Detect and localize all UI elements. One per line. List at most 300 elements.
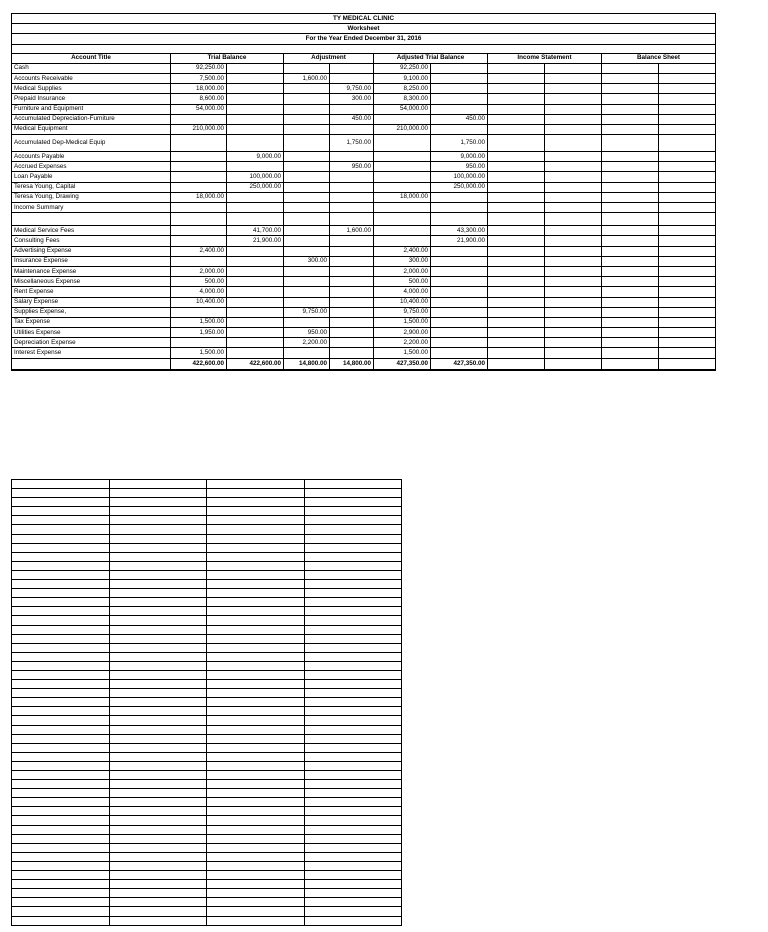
blank-grid-cell — [12, 616, 110, 625]
blank-grid-cell — [109, 752, 207, 761]
amount-cell — [431, 348, 488, 358]
blank-grid-cell — [304, 889, 402, 898]
blank-grid-cell — [109, 616, 207, 625]
account-title-cell: Interest Expense — [12, 348, 171, 358]
blank-grid-row — [12, 852, 402, 861]
amount-cell: 300.00 — [330, 94, 374, 104]
empty-cell — [488, 182, 545, 192]
amount-cell: 92,250.00 — [374, 63, 431, 73]
blank-grid-cell — [207, 761, 305, 770]
blank-grid-cell — [12, 607, 110, 616]
empty-cell — [602, 358, 659, 370]
blank-grid-row — [12, 616, 402, 625]
amount-cell — [171, 226, 227, 236]
blank-grid-row — [12, 716, 402, 725]
blank-grid-cell — [304, 480, 402, 489]
account-title-cell: Teresa Young, Capital — [12, 182, 171, 192]
amount-cell: 1,500.00 — [374, 348, 431, 358]
empty-cell — [659, 152, 716, 162]
blank-grid-cell — [12, 570, 110, 579]
empty-cell — [330, 213, 374, 226]
blank-grid-cell — [109, 670, 207, 679]
blank-grid-cell — [109, 680, 207, 689]
amount-cell — [284, 317, 330, 327]
amount-cell — [284, 287, 330, 297]
amount-cell — [431, 203, 488, 213]
amount-cell: 300.00 — [374, 256, 431, 266]
amount-cell — [431, 287, 488, 297]
amount-cell: 18,000.00 — [171, 84, 227, 94]
blank-grid-cell — [109, 743, 207, 752]
amount-cell: 54,000.00 — [171, 104, 227, 114]
blank-grid-row — [12, 534, 402, 543]
empty-cell — [545, 317, 602, 327]
blank-grid-cell — [207, 752, 305, 761]
blank-grid-cell — [207, 852, 305, 861]
amount-cell — [284, 104, 330, 114]
amount-cell: 8,600.00 — [171, 94, 227, 104]
blank-grid-cell — [12, 825, 110, 834]
blank-grid-cell — [109, 689, 207, 698]
amount-cell: 2,000.00 — [171, 266, 227, 276]
empty-cell — [545, 152, 602, 162]
amount-cell — [431, 104, 488, 114]
amount-cell — [431, 328, 488, 338]
amount-cell — [431, 307, 488, 317]
blank-grid-cell — [12, 871, 110, 880]
blank-grid-cell — [12, 680, 110, 689]
account-title-cell: Teresa Young, Drawing — [12, 192, 171, 202]
empty-cell — [545, 135, 602, 152]
amount-cell: 450.00 — [330, 114, 374, 124]
empty-cell — [488, 236, 545, 246]
empty-cell — [488, 104, 545, 114]
blank-grid-cell — [109, 816, 207, 825]
empty-cell — [602, 172, 659, 182]
amount-cell — [284, 348, 330, 358]
blank-grid-cell — [12, 598, 110, 607]
empty-cell — [602, 226, 659, 236]
amount-cell — [374, 172, 431, 182]
blank-grid-cell — [109, 825, 207, 834]
amount-cell: 950.00 — [284, 328, 330, 338]
blank-grid-cell — [304, 798, 402, 807]
empty-cell — [602, 287, 659, 297]
table-row — [12, 317, 716, 327]
amount-cell — [431, 277, 488, 287]
account-title-cell: Income Summary — [12, 203, 171, 213]
amount-cell — [284, 162, 330, 172]
empty-cell — [545, 172, 602, 182]
amount-cell — [227, 192, 284, 202]
amount-cell — [171, 135, 227, 152]
blank-grid-cell — [207, 816, 305, 825]
empty-cell — [659, 63, 716, 73]
blank-grid-cell — [304, 670, 402, 679]
table-row — [12, 182, 716, 192]
amount-cell: 92,250.00 — [171, 63, 227, 73]
blank-grid-row — [12, 861, 402, 870]
amount-cell — [431, 94, 488, 104]
amount-cell: 210,000.00 — [374, 124, 431, 134]
amount-cell — [431, 297, 488, 307]
amount-cell — [171, 162, 227, 172]
amount-cell: 2,200.00 — [284, 338, 330, 348]
empty-cell — [602, 63, 659, 73]
empty-cell — [12, 213, 171, 226]
amount-cell — [330, 266, 374, 276]
amount-cell — [227, 94, 284, 104]
amount-cell — [171, 307, 227, 317]
blank-grid-cell — [304, 861, 402, 870]
amount-cell — [227, 84, 284, 94]
amount-cell — [374, 226, 431, 236]
amount-cell — [227, 277, 284, 287]
empty-cell — [545, 277, 602, 287]
blank-grid-cell — [304, 625, 402, 634]
empty-cell — [602, 256, 659, 266]
blank-grid-cell — [207, 607, 305, 616]
empty-cell — [659, 114, 716, 124]
blank-grid-cell — [12, 852, 110, 861]
blank-grid-cell — [304, 871, 402, 880]
blank-grid-cell — [12, 743, 110, 752]
amount-cell: 1,950.00 — [171, 328, 227, 338]
empty-cell — [602, 124, 659, 134]
amount-cell — [227, 287, 284, 297]
empty-cell — [488, 213, 545, 226]
amount-cell: 1,600.00 — [284, 73, 330, 83]
empty-cell — [602, 114, 659, 124]
amount-cell — [374, 236, 431, 246]
blank-grid-cell — [109, 598, 207, 607]
empty-cell — [659, 162, 716, 172]
amount-cell: 210,000.00 — [171, 124, 227, 134]
blank-grid-cell — [207, 707, 305, 716]
empty-cell — [602, 84, 659, 94]
empty-cell — [488, 162, 545, 172]
blank-grid-cell — [12, 589, 110, 598]
blank-grid-row — [12, 789, 402, 798]
amount-cell — [171, 236, 227, 246]
amount-cell: 8,250.00 — [374, 84, 431, 94]
blank-grid-cell — [12, 689, 110, 698]
blank-grid-cell — [304, 489, 402, 498]
blank-grid-cell — [109, 480, 207, 489]
blank-grid-cell — [207, 771, 305, 780]
blank-grid-cell — [12, 889, 110, 898]
amount-cell — [330, 236, 374, 246]
amount-cell: 1,500.00 — [374, 317, 431, 327]
amount-cell: 2,400.00 — [171, 246, 227, 256]
empty-cell — [602, 317, 659, 327]
amount-cell — [330, 63, 374, 73]
empty-cell — [659, 213, 716, 226]
blank-grid-cell — [109, 761, 207, 770]
empty-cell — [602, 152, 659, 162]
amount-cell — [431, 192, 488, 202]
blank-grid-cell — [304, 898, 402, 907]
blank-grid-cell — [304, 852, 402, 861]
blank-grid-row — [12, 880, 402, 889]
amount-cell — [171, 172, 227, 182]
blank-grid-row — [12, 680, 402, 689]
blank-grid-cell — [304, 570, 402, 579]
empty-cell — [602, 328, 659, 338]
blank-grid-cell — [109, 789, 207, 798]
blank-grid-row — [12, 652, 402, 661]
account-title-cell: Rent Expense — [12, 287, 171, 297]
blank-grid-cell — [12, 798, 110, 807]
table-row — [12, 124, 716, 134]
amount-cell — [227, 114, 284, 124]
blank-grid-cell — [12, 725, 110, 734]
amount-cell — [431, 266, 488, 276]
blank-grid-cell — [304, 552, 402, 561]
blank-grid-cell — [12, 580, 110, 589]
account-title-cell: Utilities Expense — [12, 328, 171, 338]
blank-grid-cell — [109, 807, 207, 816]
empty-cell — [602, 297, 659, 307]
blank-grid-cell — [304, 507, 402, 516]
amount-cell — [284, 226, 330, 236]
amount-cell — [374, 135, 431, 152]
blank-grid-cell — [12, 507, 110, 516]
blank-grid-cell — [304, 525, 402, 534]
table-row — [12, 226, 716, 236]
empty-cell — [545, 94, 602, 104]
empty-cell — [545, 338, 602, 348]
table-row — [12, 152, 716, 162]
blank-grid-cell — [12, 861, 110, 870]
blank-grid-row — [12, 634, 402, 643]
account-title-cell: Insurance Expense — [12, 256, 171, 266]
blank-grid-cell — [304, 789, 402, 798]
amount-cell — [374, 114, 431, 124]
blank-grid-cell — [109, 871, 207, 880]
blank-grid-row — [12, 480, 402, 489]
blank-grid-cell — [12, 834, 110, 843]
blank-grid-cell — [304, 743, 402, 752]
blank-grid-cell — [12, 780, 110, 789]
blank-grid-cell — [304, 543, 402, 552]
amount-cell — [227, 297, 284, 307]
blank-grid-cell — [109, 589, 207, 598]
account-title-cell: Consulting Fees — [12, 236, 171, 246]
blank-grid-cell — [207, 543, 305, 552]
blank-grid-cell — [109, 652, 207, 661]
empty-cell — [488, 338, 545, 348]
amount-cell — [330, 287, 374, 297]
blank-grid-cell — [12, 552, 110, 561]
empty-cell — [602, 236, 659, 246]
amount-cell — [330, 124, 374, 134]
worksheet-title: Worksheet — [12, 24, 716, 34]
blank-grid-row — [12, 570, 402, 579]
blank-grid-cell — [12, 480, 110, 489]
amount-cell — [284, 266, 330, 276]
empty-cell — [659, 297, 716, 307]
table-row — [12, 358, 716, 370]
blank-grid-row — [12, 552, 402, 561]
blank-grid-row — [12, 707, 402, 716]
blank-grid-cell — [12, 907, 110, 916]
empty-cell — [488, 203, 545, 213]
empty-cell — [488, 114, 545, 124]
blank-grid-cell — [12, 716, 110, 725]
amount-cell — [330, 246, 374, 256]
amount-cell: 100,000.00 — [227, 172, 284, 182]
blank-grid-cell — [12, 625, 110, 634]
blank-grid-row — [12, 798, 402, 807]
blank-grid-cell — [207, 670, 305, 679]
account-title-cell: Medical Equipment — [12, 124, 171, 134]
account-title-cell: Advertising Expense — [12, 246, 171, 256]
empty-cell — [602, 182, 659, 192]
account-title-cell: Accumulated Dep-Medical Equip — [12, 135, 171, 152]
blank-grid-cell — [12, 543, 110, 552]
blank-grid-cell — [109, 489, 207, 498]
amount-cell — [227, 328, 284, 338]
amount-cell — [284, 63, 330, 73]
blank-grid-cell — [109, 725, 207, 734]
amount-cell — [284, 84, 330, 94]
amount-cell — [227, 73, 284, 83]
blank-grid-cell — [304, 771, 402, 780]
empty-cell — [488, 152, 545, 162]
total-label-cell — [12, 358, 171, 370]
amount-cell — [431, 317, 488, 327]
amount-cell — [227, 307, 284, 317]
empty-cell — [602, 246, 659, 256]
empty-cell — [659, 246, 716, 256]
amount-cell — [284, 152, 330, 162]
empty-cell — [488, 63, 545, 73]
blank-grid-cell — [12, 771, 110, 780]
table-row — [12, 162, 716, 172]
amount-cell — [284, 182, 330, 192]
blank-grid-row — [12, 689, 402, 698]
header-trial-balance: Trial Balance — [171, 53, 284, 63]
amount-cell: 10,400.00 — [171, 297, 227, 307]
amount-cell — [330, 73, 374, 83]
table-row — [12, 135, 716, 152]
table-row — [12, 307, 716, 317]
empty-cell — [488, 317, 545, 327]
blank-grid-cell — [207, 916, 305, 925]
blank-grid-cell — [12, 498, 110, 507]
blank-grid-cell — [207, 625, 305, 634]
amount-cell: 250,000.00 — [227, 182, 284, 192]
amount-cell: 500.00 — [171, 277, 227, 287]
empty-cell — [659, 73, 716, 83]
blank-grid-cell — [12, 734, 110, 743]
blank-grid-cell — [304, 825, 402, 834]
empty-cell — [659, 348, 716, 358]
blank-grid-cell — [109, 661, 207, 670]
blank-grid-cell — [109, 780, 207, 789]
empty-cell — [659, 328, 716, 338]
table-row — [12, 172, 716, 182]
blank-grid-cell — [109, 552, 207, 561]
amount-cell: 450.00 — [431, 114, 488, 124]
empty-cell — [488, 84, 545, 94]
blank-grid-cell — [207, 834, 305, 843]
blank-grid-cell — [109, 643, 207, 652]
blank-grid-row — [12, 725, 402, 734]
table-row — [12, 63, 716, 73]
amount-cell — [330, 192, 374, 202]
blank-grid-cell — [109, 716, 207, 725]
blank-grid-cell — [304, 652, 402, 661]
empty-cell — [602, 266, 659, 276]
amount-cell — [284, 192, 330, 202]
empty-cell — [545, 124, 602, 134]
blank-grid-cell — [207, 652, 305, 661]
blank-grid-cell — [12, 843, 110, 852]
empty-cell — [488, 358, 545, 370]
amount-cell: 950.00 — [330, 162, 374, 172]
empty-cell — [488, 246, 545, 256]
amount-cell — [330, 256, 374, 266]
amount-cell: 54,000.00 — [374, 104, 431, 114]
empty-cell — [488, 226, 545, 236]
blank-grid-row — [12, 643, 402, 652]
blank-grid-cell — [207, 716, 305, 725]
amount-cell — [171, 256, 227, 266]
blank-grid-cell — [109, 707, 207, 716]
blank-grid-cell — [304, 643, 402, 652]
blank-grid-row — [12, 661, 402, 670]
blank-grid-cell — [12, 789, 110, 798]
empty-cell — [659, 338, 716, 348]
account-title-cell: Miscellaneous Expense — [12, 277, 171, 287]
amount-cell — [431, 124, 488, 134]
empty-cell — [488, 172, 545, 182]
blank-grid-cell — [304, 698, 402, 707]
blank-grid-cell — [304, 816, 402, 825]
empty-cell — [545, 297, 602, 307]
empty-cell — [488, 94, 545, 104]
amount-cell — [374, 182, 431, 192]
blank-grid-row — [12, 907, 402, 916]
account-title-cell: Prepaid Insurance — [12, 94, 171, 104]
blank-grid-cell — [207, 643, 305, 652]
table-row — [12, 192, 716, 202]
empty-cell — [545, 226, 602, 236]
blank-grid-row — [12, 489, 402, 498]
blank-grid-row — [12, 816, 402, 825]
table-row — [12, 266, 716, 276]
amount-cell — [227, 124, 284, 134]
amount-cell — [171, 152, 227, 162]
blank-grid-cell — [12, 661, 110, 670]
blank-grid-cell — [207, 498, 305, 507]
blank-grid-cell — [304, 807, 402, 816]
blank-grid-row — [12, 607, 402, 616]
table-row — [12, 73, 716, 83]
empty-cell — [659, 192, 716, 202]
empty-cell — [659, 358, 716, 370]
account-title-cell: Medical Supplies — [12, 84, 171, 94]
amount-cell: 1,500.00 — [171, 348, 227, 358]
amount-cell: 9,000.00 — [227, 152, 284, 162]
amount-cell: 10,400.00 — [374, 297, 431, 307]
blank-grid-cell — [109, 543, 207, 552]
blank-grid-cell — [304, 761, 402, 770]
blank-grid-row — [12, 580, 402, 589]
amount-cell — [284, 135, 330, 152]
